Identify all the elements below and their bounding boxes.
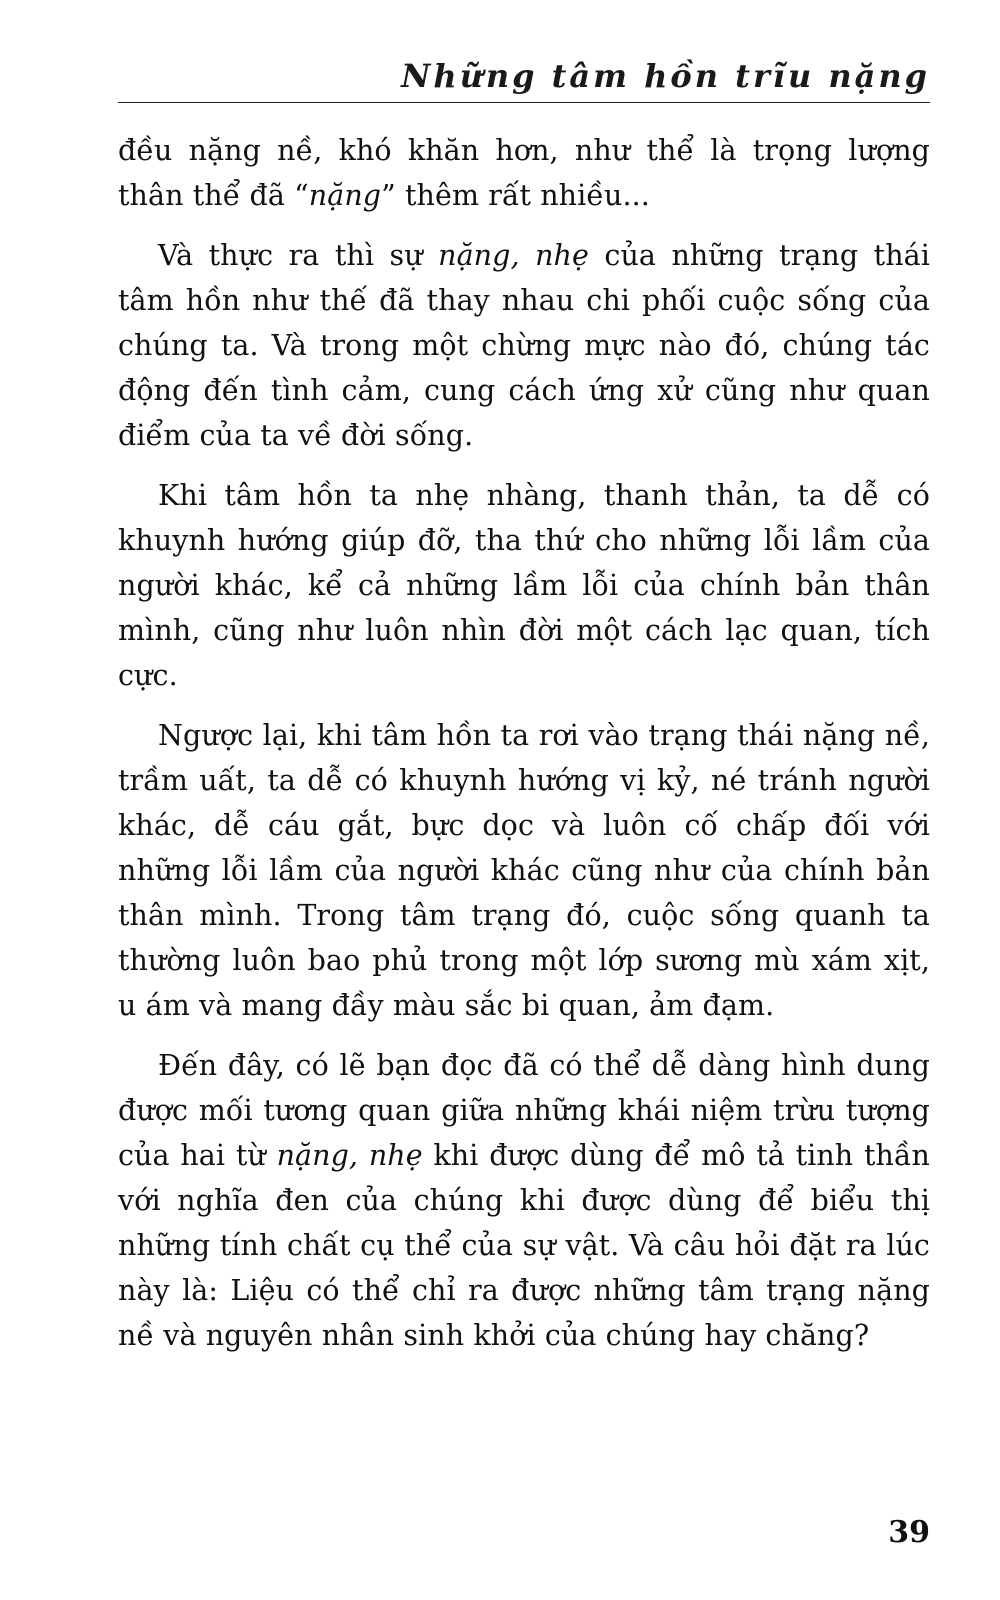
text-run: Và thực ra thì sự — [158, 239, 439, 272]
paragraph-2 — [118, 233, 930, 458]
paragraph-3: Khi tâm hồn ta nhẹ nhàng, thanh thản, ta dễ có khuynh hướng giúp đỡ, tha thứ cho những lỗi lầm của người khác, kể cả những lầm lỗi của chính bản thân mình, cũng như luôn nhìn đời một cách lạc quan, tích cực. — [118, 479, 930, 692]
emphasis: nặng, nhẹ — [276, 1139, 423, 1172]
emphasis: nặng — [308, 179, 382, 212]
text-run: khi được dùng để mô tả tinh thần với nghĩa đen của chúng khi được dùng để biểu thị những tính chất cụ thể của sự vật. Và câu hỏi đặt ra lúc này là: Liệu có thể chỉ ra được những tâm trạng nặng nề và nguyên nhân sinh khởi của chúng hay chăng? — [118, 1139, 931, 1352]
text-run: đều nặng nề, khó khăn hơn, như thể là trọng lượng thân thể đã “ — [118, 134, 930, 212]
paragraph-1 — [118, 128, 930, 218]
running-header — [118, 50, 930, 103]
text-run: của những trạng thái tâm hồn như thế đã thay nhau chi phối cuộc sống của chúng ta. Và trong một chừng mực nào đó, chúng tác động đến tình cảm, cung cách ứng xử cũng như quan điểm của ta về đời sống. — [118, 239, 930, 452]
emphasis: nặng, nhẹ — [438, 239, 589, 272]
paragraph-5 — [118, 1043, 930, 1358]
page-number: 39 — [888, 1515, 930, 1550]
text-run: ” thêm rất nhiều... — [381, 179, 650, 212]
paragraph-4: Ngược lại, khi tâm hồn ta rơi vào trạng thái nặng nề, trầm uất, ta dễ có khuynh hướng vị kỷ, né tránh người khác, dễ cáu gắt, bực dọc và luôn cố chấp đối với những lỗi lầm của người khác cũng như của chính bản thân mình. Trong tâm trạng đó, cuộc sống quanh ta thường luôn bao phủ trong một lớp sương mù xám xịt, u ám và mang đầy màu sắc bi quan, ảm đạm. — [118, 719, 930, 1022]
body-text — [118, 128, 930, 1373]
running-title: Những tâm hồn trĩu nặng — [401, 57, 930, 95]
text-run: Đến đây, có lẽ bạn đọc đã có thể dễ dàng hình dung được mối tương quan giữa những khái niệm trừu tượng của hai từ — [118, 1049, 930, 1172]
